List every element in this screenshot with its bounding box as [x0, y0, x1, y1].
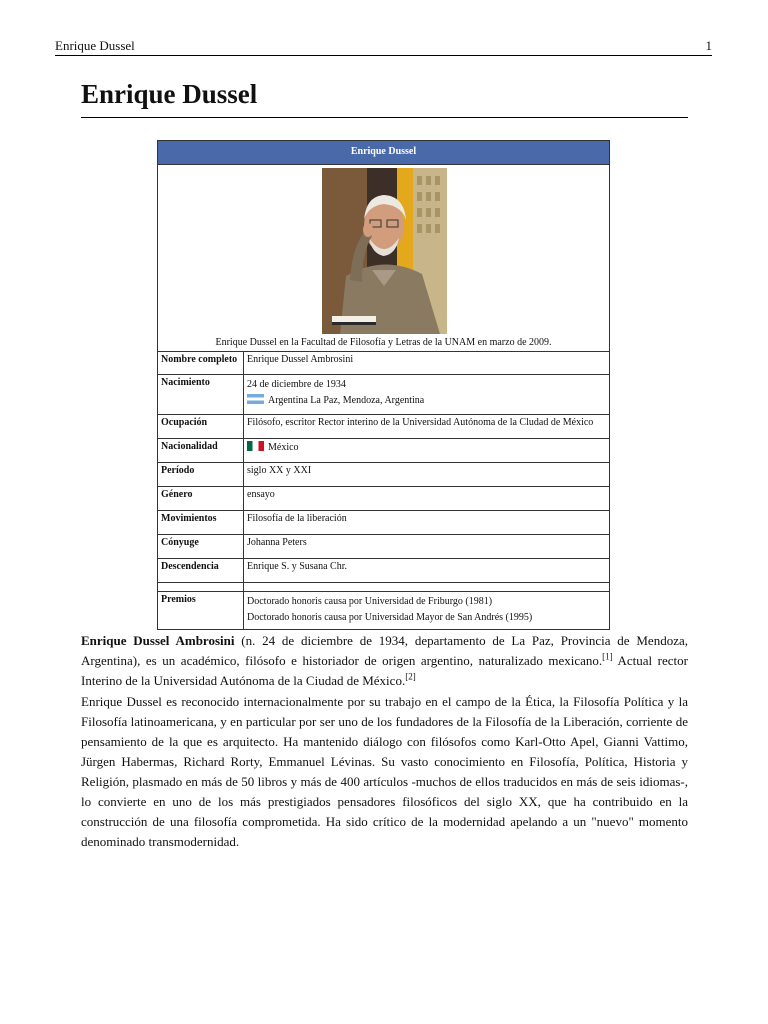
infobox-label: Nacionalidad — [158, 439, 244, 462]
infobox-value: Filósofo, escritor Rector interino de la Universidad Autónoma de la Cludad de México — [247, 417, 594, 428]
infobox-value-empty — [244, 583, 609, 591]
infobox-row-nacionalidad — [158, 438, 609, 462]
birth-date: 24 de diciembre de 1934 — [247, 379, 346, 390]
infobox-row-premios — [158, 591, 609, 629]
infobox-value — [244, 439, 609, 462]
infobox-image-cell — [158, 165, 609, 351]
reference-link[interactable]: [1] — [602, 651, 613, 662]
mexico-flag-icon — [247, 441, 264, 451]
infobox-label: Movimientos — [158, 511, 244, 534]
reference-link[interactable]: [2] — [405, 671, 416, 682]
intro-text-1: (n. 24 de diciembre de 1934, departamento de La Paz, Provincia de Mendoza, Argentina), es un académico, filósofo e historiador de origen argentino, naturalizado mexicano. — [81, 633, 688, 668]
bold-name: Enrique Dussel Ambrosini — [81, 633, 235, 648]
infobox-row-spacer — [158, 582, 609, 591]
page-number: 1 — [705, 38, 712, 53]
intro-text-2: Actual rector Interino de la Universidad Autónoma de la Ciudad de México. — [81, 653, 688, 688]
infobox-row-nombre — [158, 351, 609, 374]
infobox-row-movimientos — [158, 510, 609, 534]
infobox-row-periodo — [158, 462, 609, 486]
infobox-value: siglo XX y XXI — [247, 465, 312, 476]
infobox-row-descendencia — [158, 558, 609, 582]
infobox-label-empty — [158, 583, 244, 591]
award-item: Doctorado honoris causa por Universidad de Friburgo (1981) — [247, 596, 493, 607]
argentina-flag-icon — [247, 394, 264, 404]
infobox-label: Nombre completo — [158, 352, 244, 374]
portrait-photo[interactable] — [322, 168, 447, 334]
award-item: Doctorado honoris causa por Universidad Mayor de San Andrés (1995) — [247, 612, 533, 623]
infobox-label: Premios — [158, 592, 244, 629]
running-header — [55, 37, 712, 56]
title-divider — [81, 117, 688, 118]
infobox — [157, 140, 610, 630]
page-title: Enrique Dussel — [81, 79, 258, 109]
infobox-label: Ocupación — [158, 415, 244, 438]
infobox-label: Período — [158, 463, 244, 486]
photo-caption: Enrique Dussel en la Facultad de Filosofía y Letras de la UNAM en marzo de 2009. — [215, 337, 552, 348]
infobox-value: ensayo — [247, 489, 275, 500]
birth-place: Argentina La Paz, Mendoza, Argentina — [268, 395, 425, 406]
nationality: México — [268, 442, 299, 453]
infobox-value: Enrique S. y Susana Chr. — [247, 561, 347, 572]
infobox-header: Enrique Dussel — [158, 141, 609, 165]
infobox-value: Enrique Dussel Ambrosini — [247, 354, 354, 365]
intro-paragraph — [81, 631, 688, 691]
infobox-label: Descendencia — [158, 559, 244, 582]
running-header-title: Enrique Dussel — [55, 38, 135, 53]
infobox-row-nacimiento — [158, 374, 609, 414]
infobox-value: Filosofía de la liberación — [247, 513, 347, 524]
infobox-value — [244, 375, 609, 414]
birth-place-line — [247, 393, 606, 409]
infobox-label: Género — [158, 487, 244, 510]
infobox-label: Cónyuge — [158, 535, 244, 558]
infobox-value: Johanna Peters — [247, 537, 307, 548]
infobox-row-conyuge — [158, 534, 609, 558]
body-paragraph: Enrique Dussel es reconocido internacionalmente por su trabajo en el campo de la Ética, la Filosofía Política y la Filosofía latinoamericana, y en particular por ser uno de los fundadores de la Filosofía de la Liberación, corriente de pensamiento de la que es arquitecto. Ha mantenido diálogo con filósofos como Karl-Otto Apel, Gianni Vattimo, Jürgen Habermas, Richard Rorty, Emmanuel Lévinas. Su vasto conocimiento en Filosofía, Política, Historia y Religión, plasmado en más de 50 libros y más de 400 artículos -muchos de ellos traducidos en más de seis idiomas-, lo convierte en uno de los más prestigiados pensadores filosóficos del siglo XX, que ha contribuido en la construcción de una filosofía comprometida. Ha sido crítico de la modernidad apelando a un "nuevo" momento denominado transmodernidad. — [81, 694, 688, 849]
infobox-label: Nacimiento — [158, 375, 244, 414]
infobox-value — [244, 592, 609, 629]
infobox-row-ocupacion — [158, 414, 609, 438]
infobox-row-genero — [158, 486, 609, 510]
